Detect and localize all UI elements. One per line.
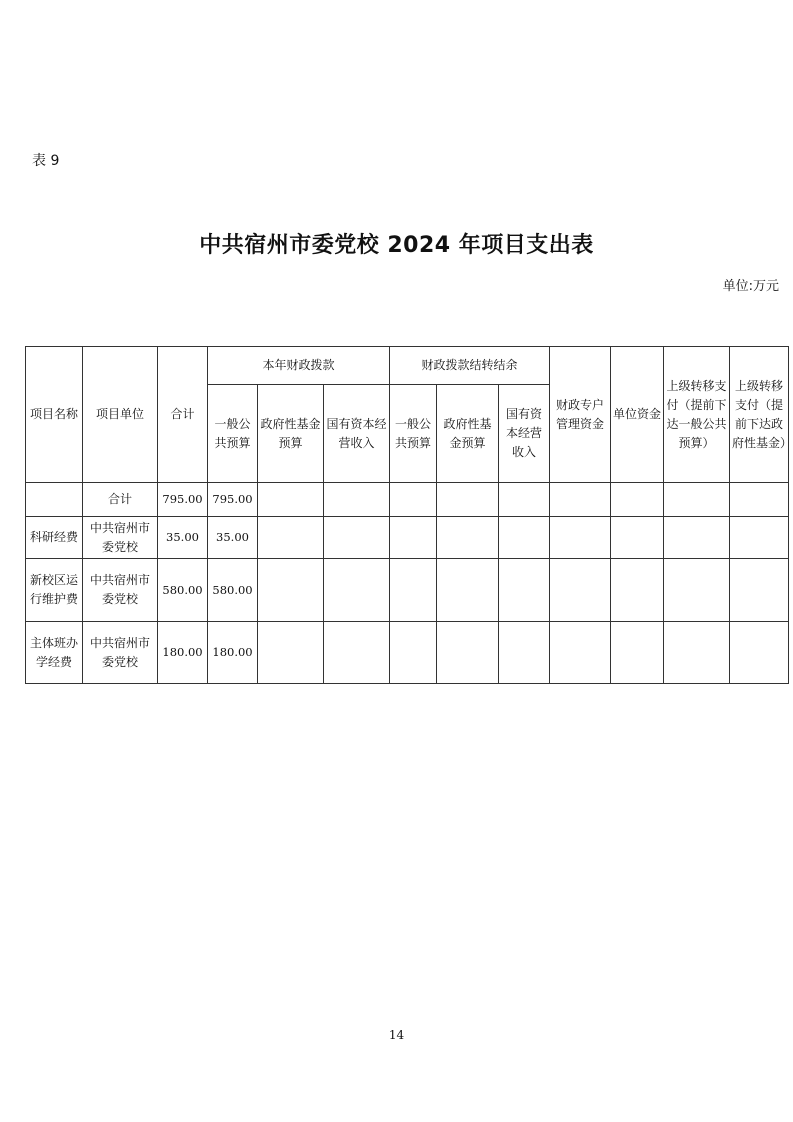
header-current-year-group: 本年财政拨款	[208, 347, 390, 385]
header-transfer-general: 上级转移支付（提前下达一般公共预算）	[664, 347, 730, 483]
header-carry-general: 一般公共预算	[390, 385, 437, 483]
header-project-name: 项目名称	[26, 347, 83, 483]
cell-total: 795.00	[158, 483, 208, 517]
unit-label: 单位:万元	[722, 279, 779, 294]
cell-general-budget: 795.00	[208, 483, 258, 517]
page-number: 14	[388, 1028, 405, 1042]
header-state-capital: 国有资本经营收入	[324, 385, 390, 483]
project-expenditure-table	[25, 346, 793, 684]
cell-total: 580.00	[158, 559, 208, 622]
table-row	[26, 517, 789, 559]
cell-project-unit: 中共宿州市委党校	[83, 559, 158, 622]
header-unit-funds: 单位资金	[611, 347, 664, 483]
header-carryover-group: 财政拨款结转结余	[390, 347, 550, 385]
page-title: 中共宿州市委党校 2024 年项目支出表	[199, 233, 594, 258]
cell-project-name	[26, 483, 83, 517]
header-total: 合计	[158, 347, 208, 483]
header-transfer-gov-fund: 上级转移支付（提前下达政府性基金）	[730, 347, 789, 483]
cell-general-budget: 180.00	[208, 622, 258, 684]
header-project-unit: 项目单位	[83, 347, 158, 483]
cell-project-name: 新校区运行维护费	[26, 559, 83, 622]
table-label: 表 9	[32, 153, 60, 169]
cell-project-unit: 合计	[83, 483, 158, 517]
table-row	[26, 622, 789, 684]
table-row	[26, 483, 789, 517]
header-gov-fund: 政府性基金预算	[258, 385, 324, 483]
header-special-account: 财政专户管理资金	[550, 347, 611, 483]
cell-project-name: 主体班办学经费	[26, 622, 83, 684]
header-carry-state-capital: 国有资本经营收入	[499, 385, 550, 483]
header-general-budget: 一般公共预算	[208, 385, 258, 483]
cell-general-budget: 580.00	[208, 559, 258, 622]
table-row	[26, 559, 789, 622]
header-carry-gov-fund: 政府性基金预算	[437, 385, 499, 483]
cell-total: 35.00	[158, 517, 208, 559]
cell-total: 180.00	[158, 622, 208, 684]
cell-project-unit: 中共宿州市委党校	[83, 622, 158, 684]
cell-project-unit: 中共宿州市委党校	[83, 517, 158, 559]
cell-project-name: 科研经费	[26, 517, 83, 559]
cell-general-budget: 35.00	[208, 517, 258, 559]
